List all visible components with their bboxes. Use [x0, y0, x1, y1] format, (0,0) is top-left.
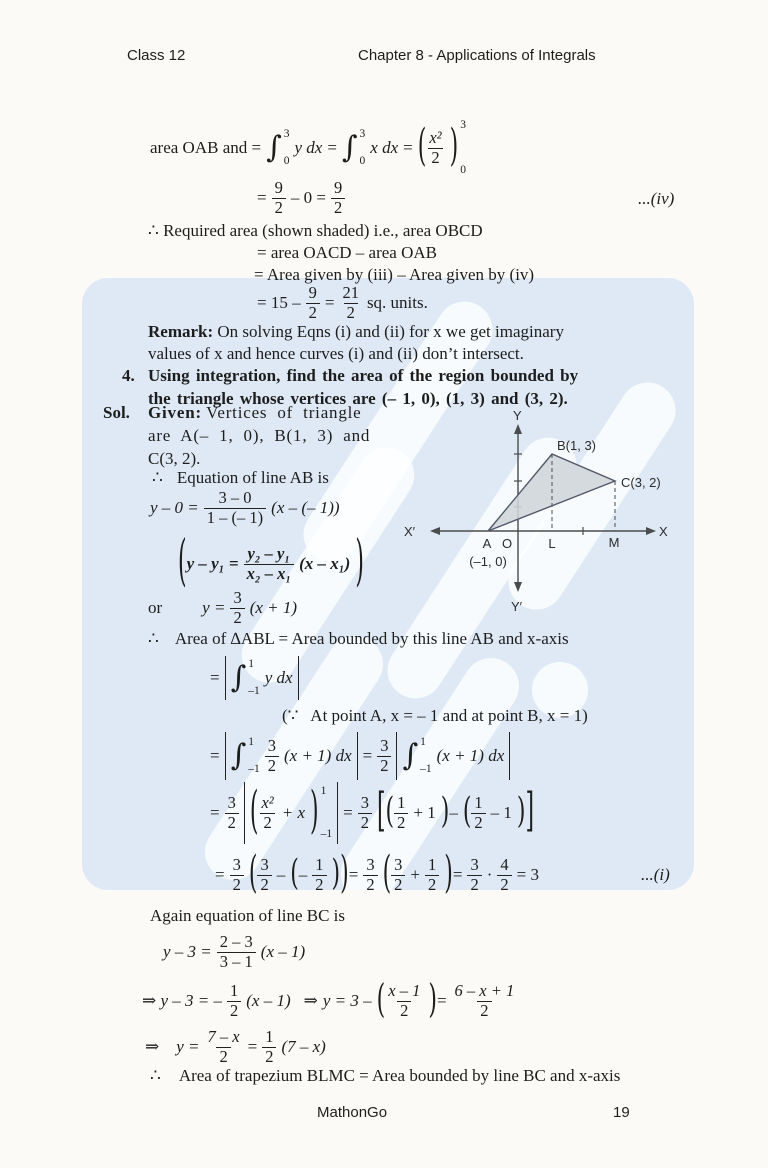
integral-line-3	[210, 781, 534, 845]
denominator: 2	[227, 1001, 241, 1021]
abs-bar	[357, 732, 358, 780]
equals: =	[215, 865, 225, 884]
numerator: 3	[267, 735, 276, 755]
implies-lhs: ⇒ y – 3 = –	[142, 991, 223, 1010]
implies-symbol: ⇒	[303, 991, 318, 1010]
integrand: y dx	[294, 138, 323, 157]
integral-limits	[360, 129, 366, 167]
integral-limits	[284, 129, 290, 167]
left-paren: (	[376, 977, 386, 1023]
denominator: 2	[397, 1001, 411, 1021]
plus-one: + 1	[413, 803, 436, 822]
fraction	[244, 545, 295, 584]
denominator: x₂ – x₁	[244, 564, 295, 584]
rhs: (7 – x)	[281, 1037, 326, 1056]
eq-bc-step3	[145, 1025, 331, 1069]
numerator: 3	[232, 854, 241, 874]
remark-line2: values of x and hence curves (i) and (ii) don’t intersect.	[148, 344, 524, 363]
label-x: X	[659, 524, 668, 539]
limit-lower: –1	[248, 684, 260, 697]
given-line1	[148, 403, 362, 423]
remark-line1	[148, 322, 564, 342]
right-paren: )	[444, 849, 453, 899]
given-label: Given:	[148, 403, 202, 422]
numerator: 3	[227, 792, 236, 812]
area-abl-line	[148, 627, 574, 651]
eq-text: = 15 –	[257, 293, 301, 312]
equals: =	[324, 293, 335, 312]
fraction	[426, 129, 444, 168]
fraction	[425, 856, 439, 895]
limit-lower: 0	[460, 163, 466, 176]
abs-bar	[298, 656, 299, 700]
denominator: 2	[216, 1047, 230, 1067]
lhs: y – 0 =	[150, 498, 199, 517]
fraction	[230, 856, 244, 895]
equals: =	[210, 746, 220, 765]
integral-icon: ∫	[266, 130, 282, 165]
fraction	[467, 856, 481, 895]
equals: =	[210, 803, 220, 822]
label-y: Y	[513, 408, 522, 423]
fraction	[391, 856, 405, 895]
eq-area-oab-line	[150, 116, 471, 180]
integral-icon: ∫	[230, 660, 247, 695]
rhs: (x – x₁)	[299, 554, 351, 573]
label-y-prime: Y′	[511, 599, 523, 614]
integral	[231, 737, 260, 775]
numerator: 9	[274, 177, 283, 197]
numerator: 3	[360, 792, 369, 812]
integral	[231, 659, 260, 697]
dot-operator: ·	[486, 865, 493, 884]
denominator: 1 – (– 1)	[204, 508, 266, 528]
right-bracket: ]	[525, 785, 535, 839]
plus-x: + x	[281, 803, 305, 822]
integral-limits	[420, 737, 432, 775]
fraction	[230, 589, 244, 628]
integrand: (x + 1) dx	[283, 746, 352, 765]
remark-label: Remark:	[148, 322, 214, 341]
required-area-line1: ∴ Required area (shown shaded) i.e., area OBCD	[148, 221, 483, 240]
right-paren: )	[340, 849, 349, 899]
arrow-right-icon	[646, 527, 656, 535]
therefore-symbol: ∴	[148, 629, 159, 648]
again-line: Again equation of line BC is	[150, 906, 346, 925]
numerator: 9	[333, 177, 343, 197]
denominator: 2	[230, 875, 244, 895]
eval-limits	[460, 120, 466, 176]
left-paren: (	[382, 849, 392, 899]
integral-2	[342, 129, 365, 167]
equals: =	[210, 668, 220, 687]
denominator: 2	[265, 756, 279, 776]
denominator: 2	[331, 198, 345, 218]
limit-upper: 1	[248, 736, 254, 748]
given-line2: are A(– 1, 0), B(1, 3) and	[148, 426, 371, 445]
two-point-formula	[178, 531, 364, 594]
fraction	[262, 1028, 276, 1067]
plus: +	[410, 865, 420, 884]
equals: =	[327, 138, 337, 157]
right-paren: )	[355, 531, 364, 594]
fraction	[331, 179, 345, 218]
therefore-symbol: ∴	[152, 468, 163, 487]
eq-line-bc	[163, 928, 310, 976]
trapezium-line	[150, 1064, 625, 1088]
equals: =	[452, 865, 463, 884]
numerator: x²	[261, 792, 274, 812]
eq-tag-i: ...(i)	[641, 865, 670, 884]
fraction	[217, 933, 256, 972]
question-line2: the triangle whose vertices are (– 1, 0), (1, 3) and (3, 2).	[148, 389, 568, 408]
fraction	[204, 489, 266, 528]
label-l: L	[548, 536, 556, 551]
remark-text: On solving Eqns (i) and (ii) for x we get imaginary	[217, 322, 564, 341]
header-chapter-label: Chapter 8 - Applications of Integrals	[358, 47, 596, 64]
triangle-diagram	[402, 408, 672, 618]
integral-icon: ∫	[230, 738, 247, 773]
required-area-line3: = Area given by (iii) – Area given by (iv)	[254, 265, 535, 284]
denominator: 2	[497, 875, 511, 895]
right-paren: )	[440, 792, 450, 833]
trapezium-text: Area of trapezium BLMC = Area bounded by line BC and x-axis	[178, 1066, 621, 1085]
or-word: or	[148, 598, 163, 617]
rhs: (x – (– 1))	[271, 498, 340, 517]
fraction	[471, 794, 485, 833]
numerator: 3	[366, 854, 375, 874]
integral-icon: ∫	[341, 130, 358, 165]
limit-lower: 0	[283, 154, 290, 167]
label-a-coord: (–1, 0)	[469, 554, 507, 569]
numerator: 6 – x + 1	[454, 980, 515, 1000]
numerator: 3 – 0	[218, 487, 252, 507]
left-paren: (	[462, 792, 472, 833]
denominator: 2	[306, 303, 320, 323]
integral-limits	[248, 659, 260, 697]
numerator: 7 – x	[207, 1026, 240, 1046]
numerator: 1	[397, 792, 406, 812]
units-text: sq. units.	[366, 293, 428, 312]
right-paren: )	[428, 977, 437, 1023]
numerator: 3	[233, 587, 242, 607]
fraction	[205, 1028, 243, 1067]
label-o: O	[501, 536, 513, 551]
abs-bar	[337, 782, 338, 844]
required-area-result-line	[257, 284, 433, 322]
header-class-label: Class 12	[127, 47, 186, 64]
numerator: 3	[260, 854, 269, 874]
integral	[402, 737, 431, 775]
eq-line-ab	[150, 485, 345, 531]
integral-1	[266, 129, 289, 167]
fraction	[306, 284, 320, 323]
integral-icon: ∫	[402, 738, 419, 773]
limit-lower: 0	[359, 154, 366, 167]
rhs: (x + 1)	[249, 598, 298, 617]
denominator: 2	[394, 813, 408, 833]
integral-line-4	[215, 848, 544, 902]
numerator: 9	[308, 282, 317, 302]
denominator: 2	[257, 875, 271, 895]
right-paren: )	[449, 122, 459, 172]
denominator: 2	[358, 813, 372, 833]
intro-text: Equation of line AB is	[176, 468, 329, 487]
denominator: 2	[230, 608, 244, 628]
denominator: 2	[272, 198, 286, 218]
right-paren: )	[310, 783, 319, 841]
denominator: 2	[467, 875, 481, 895]
limit-lower: –1	[320, 827, 333, 840]
eq-bc-step2	[142, 977, 522, 1025]
numerator: x – 1	[388, 980, 421, 1000]
abl-integral-line	[210, 653, 304, 703]
right-paren: )	[516, 792, 526, 833]
integral-limits	[248, 737, 260, 775]
abs-bar	[225, 656, 226, 700]
label-a: A	[482, 536, 492, 551]
required-area-line2: = area OACD – area OAB	[257, 243, 437, 262]
eq-tag-iv: ...(iv)	[638, 189, 675, 208]
fraction	[339, 284, 362, 323]
negative-sign: –	[298, 865, 308, 884]
arrow-down-icon	[514, 582, 522, 592]
lhs: y =	[202, 598, 226, 617]
fraction	[358, 794, 372, 833]
minus-zero-equals: – 0 =	[290, 188, 326, 207]
limit-upper: 1	[420, 736, 426, 748]
equals: =	[436, 991, 447, 1010]
minus: –	[449, 803, 458, 822]
numerator: 21	[342, 282, 359, 302]
minus: –	[276, 865, 286, 884]
denominator: 2	[425, 875, 439, 895]
equals: =	[403, 138, 413, 157]
label-c: C(3, 2)	[621, 475, 661, 490]
integrand: x dx	[370, 138, 399, 157]
fraction	[385, 982, 423, 1021]
abs-bar	[509, 732, 510, 780]
denominator: 2	[391, 875, 405, 895]
denominator: 2	[363, 875, 377, 895]
limit-upper: 3	[283, 128, 290, 140]
eval-limits	[321, 786, 333, 840]
integrand: y dx	[264, 668, 293, 687]
eq-nine-half-line	[257, 179, 350, 217]
area-text: Area of ∆ABL = Area bounded by this line AB and x-axis	[174, 629, 569, 648]
fraction	[227, 982, 241, 1021]
minus-one: – 1	[490, 803, 512, 822]
question-line1: Using integration, find the area of the region bounded by	[148, 366, 579, 385]
lhs: y – 3 =	[163, 942, 212, 961]
denominator: 3 – 1	[217, 952, 256, 972]
equals: =	[257, 188, 267, 207]
integral-line-2	[210, 729, 515, 783]
numerator: y₂ – y₁	[247, 543, 291, 563]
numerator: 3	[470, 854, 479, 874]
limit-upper: 1	[248, 658, 254, 670]
right-paren: )	[331, 854, 341, 895]
equals: =	[362, 746, 373, 765]
footer-page-number: 19	[613, 1104, 630, 1121]
fraction	[257, 856, 271, 895]
numerator: 2 – 3	[219, 931, 253, 951]
denominator: 2	[312, 875, 326, 895]
limit-lower: –1	[248, 762, 260, 775]
numerator: 4	[500, 854, 509, 874]
denominator: 2	[477, 1001, 491, 1021]
numerator: 1	[230, 980, 239, 1000]
label-x-prime: X′	[404, 524, 416, 539]
denominator: 2	[377, 756, 391, 776]
rhs: (x – 1)	[260, 942, 306, 961]
denominator: 2	[260, 813, 274, 833]
question-number: 4.	[122, 366, 135, 385]
label-b: B(1, 3)	[557, 438, 597, 453]
numerator: 1	[428, 854, 437, 874]
eq-lead-text: area OAB and =	[150, 138, 262, 157]
left-paren: (	[385, 792, 395, 833]
arrow-up-icon	[514, 424, 522, 434]
abs-bar	[244, 782, 245, 844]
abs-bar	[396, 732, 397, 780]
left-paren: (	[248, 849, 258, 899]
implies-symbol: ⇒	[145, 1037, 160, 1056]
fraction	[363, 856, 377, 895]
result: = 3	[516, 865, 539, 884]
denominator: 2	[262, 1047, 276, 1067]
limit-upper: 3	[460, 119, 466, 131]
fraction	[452, 982, 518, 1021]
numerator: 1	[315, 854, 324, 874]
term: (x – 1)	[246, 991, 291, 1010]
lhs: y – y₁ =	[186, 554, 239, 573]
fraction	[272, 179, 286, 218]
left-paren: (	[249, 783, 259, 841]
label-m: M	[608, 535, 620, 550]
because-note: (∵ At point A, x = – 1 and at point B, x = 1)	[282, 706, 588, 725]
term: y = 3 –	[322, 991, 372, 1010]
left-paren: (	[417, 122, 427, 172]
equals: =	[348, 865, 359, 884]
arrow-left-icon	[430, 527, 440, 535]
sol-label: Sol.	[103, 403, 130, 422]
limit-lower: –1	[420, 762, 432, 775]
fraction	[377, 737, 391, 776]
given-text: Vertices of triangle	[206, 403, 362, 422]
denominator: 2	[225, 813, 239, 833]
numerator: 3	[394, 854, 403, 874]
fraction	[312, 856, 326, 895]
fraction	[265, 737, 279, 776]
footer-brand: MathonGo	[317, 1104, 388, 1121]
numerator: 1	[474, 792, 483, 812]
lhs: y =	[176, 1037, 200, 1056]
denominator: 2	[344, 303, 358, 323]
limit-upper: 1	[320, 785, 327, 797]
integrand: (x + 1) dx	[436, 746, 505, 765]
eq-or-line	[148, 587, 302, 629]
denominator: 2	[428, 148, 442, 168]
fraction	[258, 794, 276, 833]
therefore-symbol: ∴	[150, 1066, 161, 1085]
denominator: 2	[471, 813, 485, 833]
fraction	[497, 856, 511, 895]
given-line3: C(3, 2).	[148, 449, 201, 468]
limit-upper: 3	[359, 128, 366, 140]
left-paren: (	[290, 854, 299, 895]
equals: =	[247, 1037, 258, 1056]
left-bracket: [	[376, 785, 386, 839]
numerator: 3	[380, 735, 389, 755]
fraction	[225, 794, 239, 833]
equals: =	[343, 803, 353, 822]
left-paren: (	[178, 531, 187, 594]
fraction	[394, 794, 408, 833]
numerator: 1	[265, 1026, 274, 1046]
abs-bar	[225, 732, 226, 780]
numerator: x²	[429, 127, 442, 147]
